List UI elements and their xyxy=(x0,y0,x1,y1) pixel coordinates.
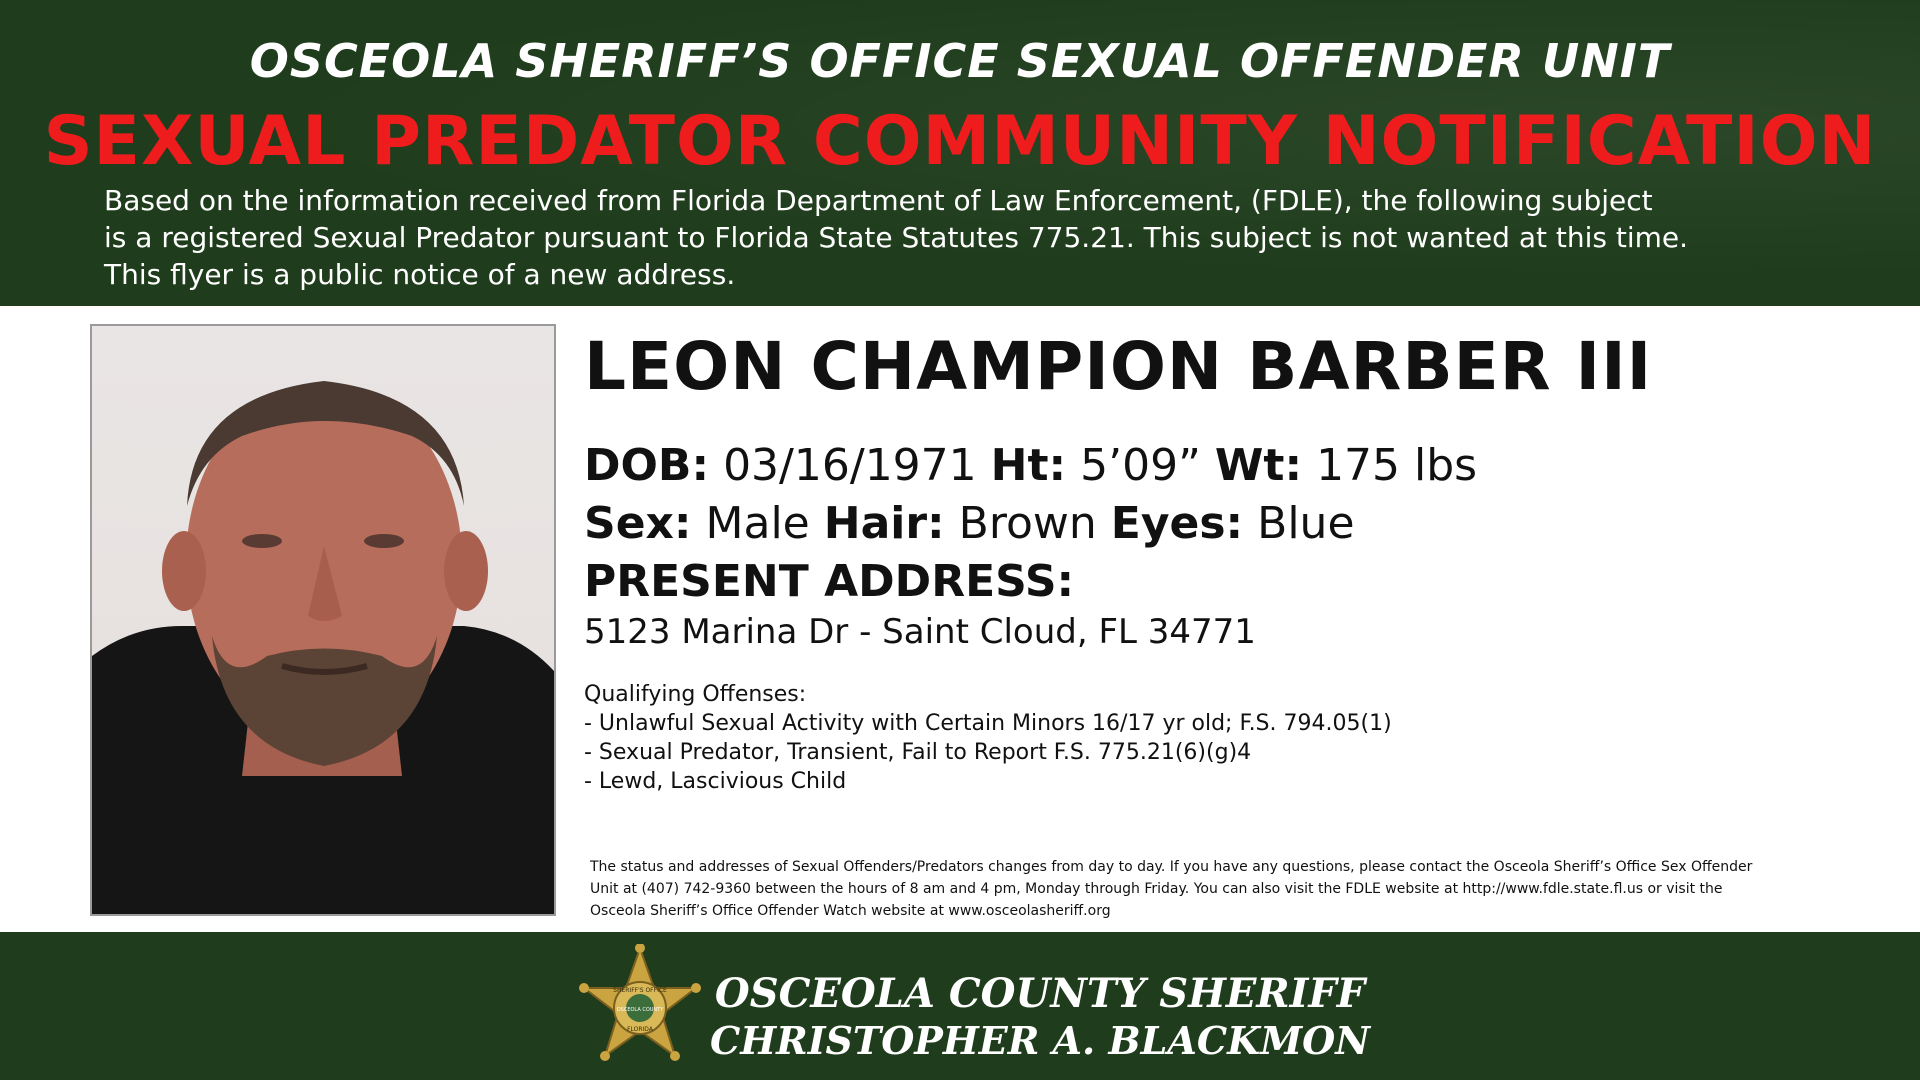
sheriff-star-badge-icon xyxy=(578,944,702,1068)
badge-text-bottom: FLORIDA xyxy=(627,1026,653,1033)
notice-title: SEXUAL PREDATOR COMMUNITY NOTIFICATION xyxy=(43,102,1877,181)
disclaimer-line: Unit at (407) 742-9360 between the hours of 8 am and 4 pm, Monday through Friday. You can also visit the FDLE website at http://www.fdle.state.fl.us or visit the xyxy=(590,881,1723,897)
height-value: 5’09” xyxy=(1080,440,1201,491)
eyes-label: Eyes: xyxy=(1110,498,1244,549)
disclaimer-line: The status and addresses of Sexual Offenders/Predators changes from day to day. If you have any questions, please contact the Osceola Sheriff’s Office Sex Offender xyxy=(590,859,1753,875)
disclaimer-text xyxy=(590,856,1830,922)
hair-label: Hair: xyxy=(823,498,945,549)
height-label: Ht: xyxy=(990,440,1067,491)
hair-value: Brown xyxy=(958,498,1097,549)
dob-value: 03/16/1971 xyxy=(723,440,977,491)
intro-line: This flyer is a public notice of a new address. xyxy=(104,258,736,291)
sex-value: Male xyxy=(705,498,810,549)
offenses-title: Qualifying Offenses: xyxy=(584,682,807,707)
present-address-label xyxy=(584,556,1074,607)
footer-sheriff-line-1: OSCEOLA COUNTY SHERIFF xyxy=(714,970,1366,1017)
offense-item: - Sexual Predator, Transient, Fail to Report F.S. 775.21(6)(g)4 xyxy=(584,740,1252,765)
agency-title: OSCEOLA SHERIFF’S OFFICE SEXUAL OFFENDER UNIT xyxy=(249,34,1671,88)
offense-item: - Unlawful Sexual Activity with Certain Minors 16/17 yr old; F.S. 794.05(1) xyxy=(584,711,1392,736)
present-address-value: 5123 Marina Dr - Saint Cloud, FL 34771 xyxy=(584,612,1256,652)
badge-text-top: SHERIFF'S OFFICE xyxy=(613,987,667,994)
dob-label: DOB: xyxy=(584,440,710,491)
intro-line: Based on the information received from Florida Department of Law Enforcement, (FDLE), the following subject xyxy=(104,184,1653,217)
sex-label: Sex: xyxy=(584,498,692,549)
physical-line-2 xyxy=(584,498,1355,549)
subject-photo-illustration xyxy=(92,326,554,914)
subject-name: LEON CHAMPION BARBER III xyxy=(584,328,1653,405)
header-banner xyxy=(0,0,1920,306)
badge-text-mid: OSCEOLA COUNTY xyxy=(616,1007,664,1013)
intro-line: is a registered Sexual Predator pursuant to Florida State Statutes 775.21. This subject is not wanted at this time. xyxy=(104,221,1689,254)
qualifying-offenses xyxy=(584,680,1392,796)
offense-item: - Lewd, Lascivious Child xyxy=(584,769,847,794)
weight-label: Wt: xyxy=(1214,440,1303,491)
intro-text xyxy=(104,182,1834,293)
weight-value: 175 lbs xyxy=(1316,440,1478,491)
disclaimer-line: Osceola Sheriff’s Office Offender Watch website at www.osceolasheriff.org xyxy=(590,903,1111,919)
eyes-value: Blue xyxy=(1257,498,1355,549)
subject-photo xyxy=(90,324,556,916)
footer-sheriff-line-2: CHRISTOPHER A. BLACKMON xyxy=(709,1018,1370,1063)
address-label: PRESENT ADDRESS: xyxy=(584,556,1075,607)
physical-line-1 xyxy=(584,440,1477,491)
